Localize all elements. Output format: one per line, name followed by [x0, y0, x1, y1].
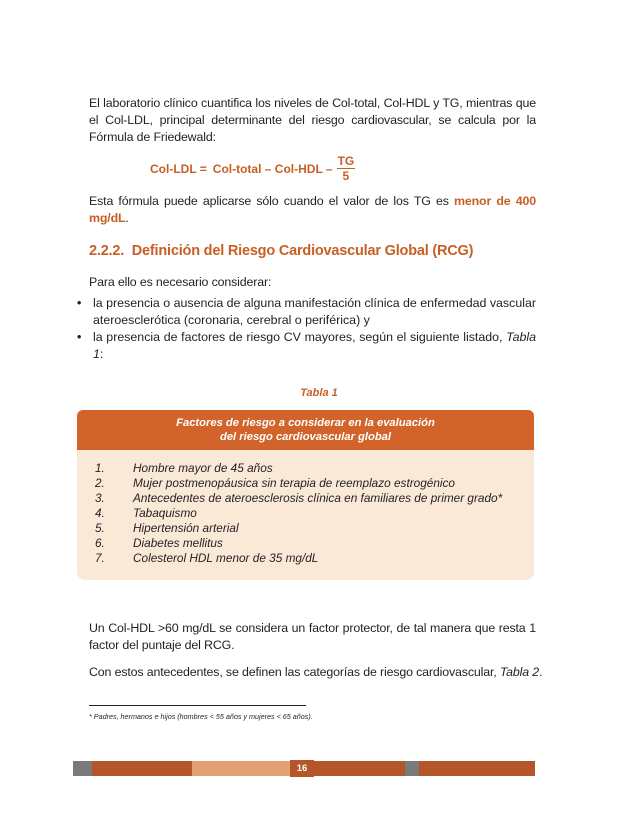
- row-number: 3.: [95, 491, 105, 505]
- considerations-intro: Para ello es necesario considerar:: [89, 275, 272, 289]
- condition-end: .: [125, 211, 129, 225]
- section-number: 2.2.2.: [89, 243, 125, 259]
- categories-text: Con estos antecedentes, se definen las categorías de riesgo cardiovascular,: [89, 665, 500, 679]
- row-text: Hombre mayor de 45 años: [133, 461, 273, 475]
- list-item-text: la presencia o ausencia de alguna manifestación clínica de enfermedad vascular ateroesclerótica (coronaria, cerebral o periférica) y: [93, 296, 536, 327]
- table-row: [95, 506, 197, 521]
- table-caption: Tabla 1: [300, 387, 338, 399]
- bullet-icon: •: [77, 330, 82, 344]
- table-reference: Tabla 2: [499, 665, 539, 679]
- row-text: Tabaquismo: [133, 506, 197, 520]
- formula-numerator: TG: [337, 154, 355, 168]
- row-number: 1.: [95, 461, 105, 475]
- table-row: [95, 551, 318, 566]
- formula-lhs: Col-LDL =: [150, 161, 207, 176]
- considerations-list: [77, 295, 536, 363]
- table-header: [77, 410, 534, 450]
- table-header-line1: Factores de riesgo a considerar en la evaluación: [176, 417, 435, 429]
- row-text: Diabetes mellitus: [133, 536, 223, 550]
- footer-segment: [73, 761, 92, 776]
- list-item: [77, 295, 536, 329]
- footnote: * Padres, hermanos e hijos (hombres < 55 años y mujeres < 65 años).: [89, 712, 313, 721]
- intro-paragraph: El laboratorio clínico cuantifica los niveles de Col-total, Col-HDL y TG, mientras que el Col-LDL, principal determinante del riesgo cardiovascular, se calcula por la Fórmula de Friedewald:: [89, 96, 536, 144]
- row-text: Mujer postmenopáusica sin terapia de reemplazo estrogénico: [133, 476, 455, 490]
- footer-segment: [405, 761, 419, 776]
- condition-text: Esta fórmula puede aplicarse sólo cuando el valor de los TG es: [89, 194, 454, 208]
- row-text: Colesterol HDL menor de 35 mg/dL: [133, 551, 319, 565]
- footer-segment: [92, 761, 192, 776]
- table-row: [95, 461, 273, 476]
- condition-highlight: menor de 400 mg/dL: [89, 194, 536, 225]
- footnote-divider: [89, 705, 306, 706]
- row-number: 2.: [95, 476, 105, 490]
- bullet-icon: •: [77, 296, 82, 310]
- table-row: [95, 476, 455, 491]
- formula-condition-paragraph: [89, 193, 536, 227]
- footer-segment: [192, 761, 290, 776]
- table-row: [95, 536, 223, 551]
- row-text: Antecedentes de ateroesclerosis clínica en familiares de primer grado*: [133, 491, 503, 505]
- table-row: [95, 491, 502, 506]
- row-number: 5.: [95, 521, 105, 535]
- section-title: Definición del Riesgo Cardiovascular Global (RCG): [131, 243, 474, 259]
- table-row: [95, 521, 239, 536]
- page-number: 16: [290, 760, 314, 777]
- list-item-text: [93, 329, 536, 363]
- list-item-body: la presencia de factores de riesgo CV mayores, según el siguiente listado,: [93, 330, 507, 344]
- row-number: 6.: [95, 536, 105, 550]
- friedewald-formula: [150, 154, 355, 183]
- formula-rhs: Col-total – Col-HDL –: [212, 161, 333, 176]
- categories-end: .: [538, 665, 543, 679]
- formula-denominator: 5: [342, 169, 350, 183]
- section-heading: [89, 243, 473, 259]
- footer-segment: [419, 761, 535, 776]
- table-header-line2: del riesgo cardiovascular global: [220, 431, 391, 443]
- hdl-protector-paragraph: Un Col-HDL >60 mg/dL se considera un factor protector, de tal manera que resta 1 factor del puntaje del RCG.: [89, 621, 536, 652]
- risk-categories-paragraph: [89, 664, 543, 681]
- table-reference: Tabla 1: [93, 330, 536, 361]
- formula-fraction: [337, 154, 356, 183]
- row-text: Hipertensión arterial: [133, 521, 239, 535]
- row-number: 7.: [95, 551, 105, 565]
- list-item: [77, 329, 536, 363]
- table-body: [77, 450, 534, 580]
- list-item-end: :: [99, 347, 104, 361]
- row-number: 4.: [95, 506, 105, 520]
